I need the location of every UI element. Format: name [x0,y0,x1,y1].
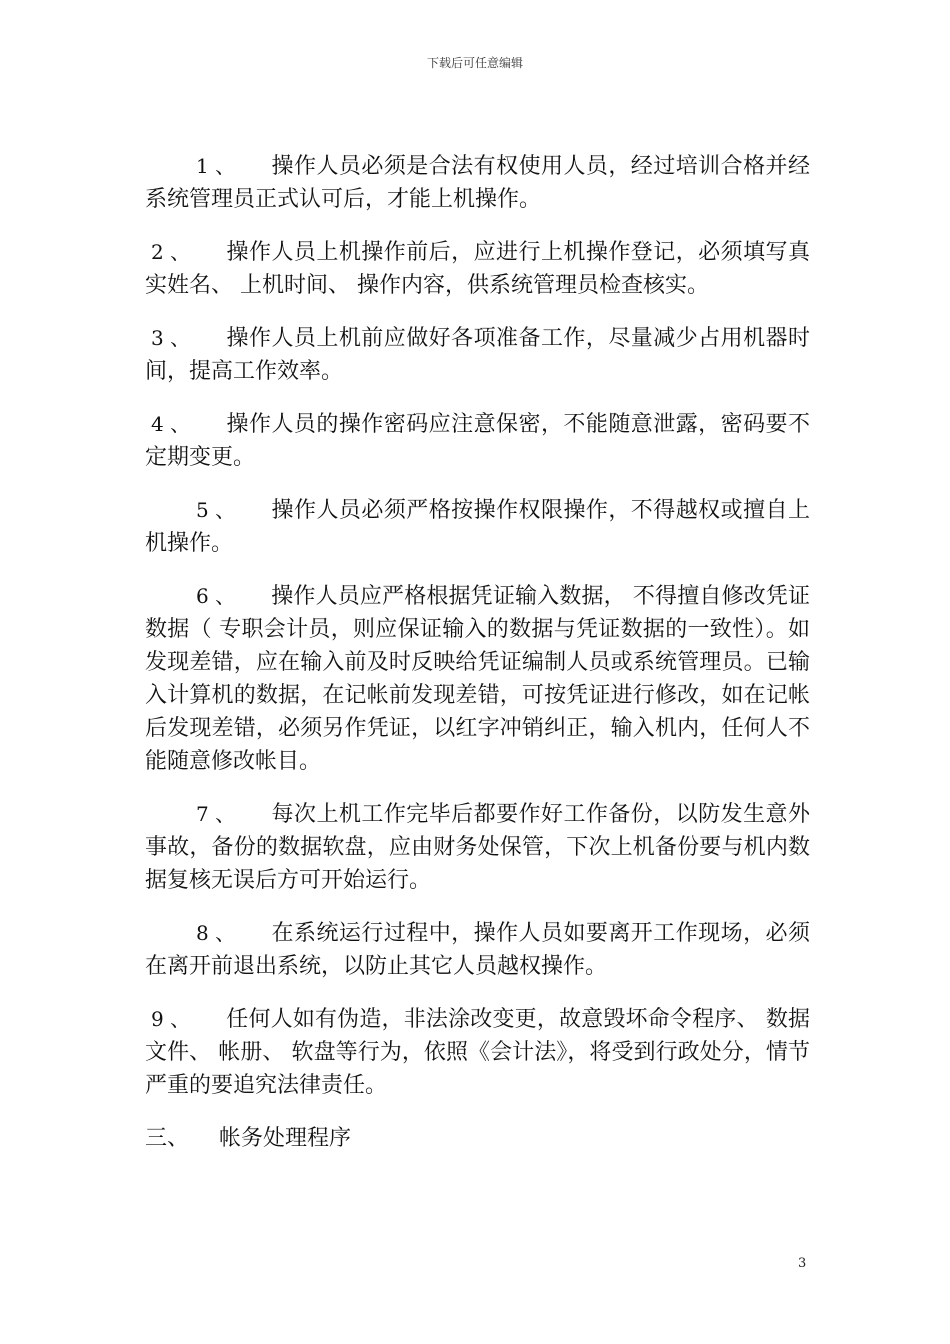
paragraph-7 [145,798,810,897]
paragraph-text: 操作人员上机前应做好各项准备工作，尽量减少占用机器时间，提高工作效率。 [145,326,810,384]
item-number: 7 、 [196,802,236,826]
section-title: 帐务处理程序 [219,1126,352,1151]
item-number: 1 、 [196,154,236,178]
section-number: 三、 [145,1126,190,1151]
document-body [145,150,810,1155]
paragraph-text: 操作人员上机操作前后，应进行上机操作登记，必须填写真实姓名、 上机时间、 操作内容，供系统管理员检查核实。 [145,240,810,298]
item-number: 3 、 [151,326,191,350]
paragraph-1 [145,150,810,216]
section-heading [145,1122,810,1155]
item-number: 5 、 [196,498,236,522]
page-number: 3 [798,1256,807,1271]
paragraph-3 [145,322,810,388]
paragraph-5 [145,494,810,560]
paragraph-9 [145,1003,810,1102]
paragraph-6 [145,580,810,778]
paragraph-4 [145,408,810,474]
paragraph-text: 在系统运行过程中，操作人员如要离开工作现场，必须在离开前退出系统，以防止其它人员越权操作。 [145,921,810,979]
paragraph-text: 操作人员的操作密码应注意保密，不能随意泄露，密码要不定期变更。 [145,412,810,470]
item-number: 4 、 [151,412,191,436]
page-header: 下载后可任意编辑 [426,56,523,70]
paragraph-text: 操作人员应严格根据凭证输入数据， 不得擅自修改凭证数据（ 专职会计员，则应保证输入的数据与凭证数据的一致性）。如发现差错，应在输入前及时反映给凭证编制人员或系统管理员。已输入计算机的数据，在记帐前发现差错，可按凭证进行修改，如在记帐后发现差错，必须另作凭证，以红字冲销纠正，输入机内，任何人不能随意修改帐目。 [145,584,810,774]
paragraph-text: 任何人如有伪造，非法涂改变更，故意毁坏命令程序、 数据文件、 帐册、 软盘等行为，依照《会计法》，将受到行政处分，情节严重的要追究法律责任。 [145,1007,810,1098]
paragraph-text: 每次上机工作完毕后都要作好工作备份，以防发生意外事故，备份的数据软盘，应由财务处保管，下次上机备份要与机内数据复核无误后方可开始运行。 [145,802,810,893]
item-number: 6 、 [196,584,236,608]
paragraph-text: 操作人员必须严格按操作权限操作，不得越权或擅自上机操作。 [145,498,810,556]
paragraph-8 [145,917,810,983]
paragraph-2 [145,236,810,302]
item-number: 2 、 [151,240,191,264]
item-number: 9 、 [151,1007,191,1031]
paragraph-text: 操作人员必须是合法有权使用人员，经过培训合格并经系统管理员正式认可后，才能上机操作。 [145,154,810,212]
item-number: 8 、 [196,921,236,945]
